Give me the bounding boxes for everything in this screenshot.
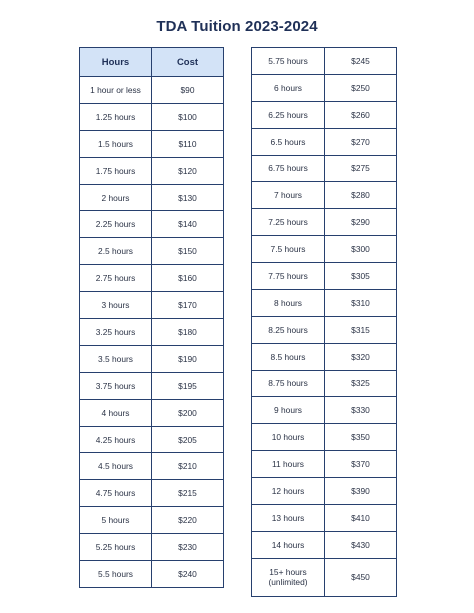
hours-cell: 7.5 hours <box>252 236 325 263</box>
hours-cell: 8 hours <box>252 289 325 316</box>
hours-cell: 8.75 hours <box>252 370 325 397</box>
table-row <box>80 561 224 588</box>
table-row <box>252 424 397 451</box>
table-row <box>80 211 224 238</box>
hours-cell: 1.5 hours <box>80 130 152 157</box>
table-row <box>252 128 397 155</box>
tuition-table-right-body <box>252 48 397 597</box>
table-row <box>252 289 397 316</box>
cost-cell: $245 <box>325 48 397 75</box>
cost-cell: $130 <box>152 184 224 211</box>
hours-cell: 6.25 hours <box>252 101 325 128</box>
hours-cell: 12 hours <box>252 478 325 505</box>
hours-cell: 5.25 hours <box>80 534 152 561</box>
hours-cell: 8.5 hours <box>252 343 325 370</box>
cost-cell: $230 <box>152 534 224 561</box>
table-row <box>80 77 224 104</box>
cost-cell: $250 <box>325 74 397 101</box>
cost-cell: $270 <box>325 128 397 155</box>
table-row <box>252 531 397 558</box>
table-row <box>252 370 397 397</box>
hours-cell: 10 hours <box>252 424 325 451</box>
cost-cell: $350 <box>325 424 397 451</box>
hours-cell: 1.25 hours <box>80 103 152 130</box>
cost-cell: $210 <box>152 453 224 480</box>
hours-cell: 11 hours <box>252 451 325 478</box>
cost-cell: $310 <box>325 289 397 316</box>
table-row <box>80 130 224 157</box>
hours-cell: 3.25 hours <box>80 319 152 346</box>
cost-cell: $90 <box>152 77 224 104</box>
table-row <box>252 343 397 370</box>
hours-cell: 6.75 hours <box>252 155 325 182</box>
cost-cell: $325 <box>325 370 397 397</box>
table-row <box>252 48 397 75</box>
hours-cell: 15+ hours (unlimited) <box>252 558 325 596</box>
table-row <box>252 101 397 128</box>
hours-cell: 1.75 hours <box>80 157 152 184</box>
hours-cell: 2.75 hours <box>80 265 152 292</box>
tuition-table-left-body <box>80 77 224 588</box>
hours-cell: 7 hours <box>252 182 325 209</box>
cost-cell: $170 <box>152 292 224 319</box>
table-row <box>80 453 224 480</box>
table-row <box>80 103 224 130</box>
cost-cell: $410 <box>325 504 397 531</box>
table-row <box>80 238 224 265</box>
table-row <box>80 265 224 292</box>
hours-cell: 13 hours <box>252 504 325 531</box>
cost-cell: $450 <box>325 558 397 596</box>
cost-cell: $205 <box>152 426 224 453</box>
table-row <box>252 316 397 343</box>
hours-cell: 6 hours <box>252 74 325 101</box>
hours-cell: 6.5 hours <box>252 128 325 155</box>
cost-cell: $260 <box>325 101 397 128</box>
table-row <box>80 319 224 346</box>
table-row <box>252 263 397 290</box>
hours-cell: 4 hours <box>80 399 152 426</box>
cost-cell: $305 <box>325 263 397 290</box>
cost-cell: $315 <box>325 316 397 343</box>
hours-cell: 2.25 hours <box>80 211 152 238</box>
table-row <box>80 184 224 211</box>
hours-cell: 8.25 hours <box>252 316 325 343</box>
hours-cell: 4.75 hours <box>80 480 152 507</box>
tuition-table-left <box>79 47 224 588</box>
cost-cell: $140 <box>152 211 224 238</box>
hours-cell: 4.5 hours <box>80 453 152 480</box>
cost-cell: $110 <box>152 130 224 157</box>
hours-cell: 3.5 hours <box>80 345 152 372</box>
cost-cell: $215 <box>152 480 224 507</box>
table-row <box>252 451 397 478</box>
cost-cell: $330 <box>325 397 397 424</box>
table-row <box>252 478 397 505</box>
table-row <box>252 74 397 101</box>
hours-column-header: Hours <box>80 48 152 77</box>
tuition-table-right <box>251 47 397 597</box>
table-row <box>80 534 224 561</box>
hours-cell: 2.5 hours <box>80 238 152 265</box>
cost-cell: $190 <box>152 345 224 372</box>
cost-cell: $300 <box>325 236 397 263</box>
table-row <box>80 157 224 184</box>
cost-cell: $320 <box>325 343 397 370</box>
hours-cell: 5.75 hours <box>252 48 325 75</box>
table-row <box>80 507 224 534</box>
hours-cell: 3.75 hours <box>80 372 152 399</box>
hours-cell: 14 hours <box>252 531 325 558</box>
hours-cell: 3 hours <box>80 292 152 319</box>
hours-cell: 5.5 hours <box>80 561 152 588</box>
hours-cell: 2 hours <box>80 184 152 211</box>
cost-cell: $370 <box>325 451 397 478</box>
table-row <box>252 209 397 236</box>
cost-column-header: Cost <box>152 48 224 77</box>
table-header-row <box>80 48 224 77</box>
cost-cell: $100 <box>152 103 224 130</box>
cost-cell: $120 <box>152 157 224 184</box>
cost-cell: $275 <box>325 155 397 182</box>
table-row <box>252 397 397 424</box>
table-row <box>80 372 224 399</box>
hours-cell: 7.25 hours <box>252 209 325 236</box>
cost-cell: $240 <box>152 561 224 588</box>
table-row <box>80 426 224 453</box>
cost-cell: $390 <box>325 478 397 505</box>
cost-cell: $220 <box>152 507 224 534</box>
table-row <box>80 292 224 319</box>
cost-cell: $150 <box>152 238 224 265</box>
cost-cell: $180 <box>152 319 224 346</box>
cost-cell: $290 <box>325 209 397 236</box>
page-title: TDA Tuition 2023-2024 <box>156 18 318 35</box>
table-row <box>252 236 397 263</box>
hours-cell: 1 hour or less <box>80 77 152 104</box>
hours-cell: 9 hours <box>252 397 325 424</box>
table-row <box>80 399 224 426</box>
table-row <box>252 182 397 209</box>
table-row <box>80 480 224 507</box>
hours-cell: 5 hours <box>80 507 152 534</box>
cost-cell: $280 <box>325 182 397 209</box>
table-row <box>252 558 397 596</box>
table-row <box>252 155 397 182</box>
cost-cell: $195 <box>152 372 224 399</box>
table-row <box>252 504 397 531</box>
table-row <box>80 345 224 372</box>
hours-cell: 7.75 hours <box>252 263 325 290</box>
hours-cell: 4.25 hours <box>80 426 152 453</box>
cost-cell: $200 <box>152 399 224 426</box>
cost-cell: $430 <box>325 531 397 558</box>
cost-cell: $160 <box>152 265 224 292</box>
